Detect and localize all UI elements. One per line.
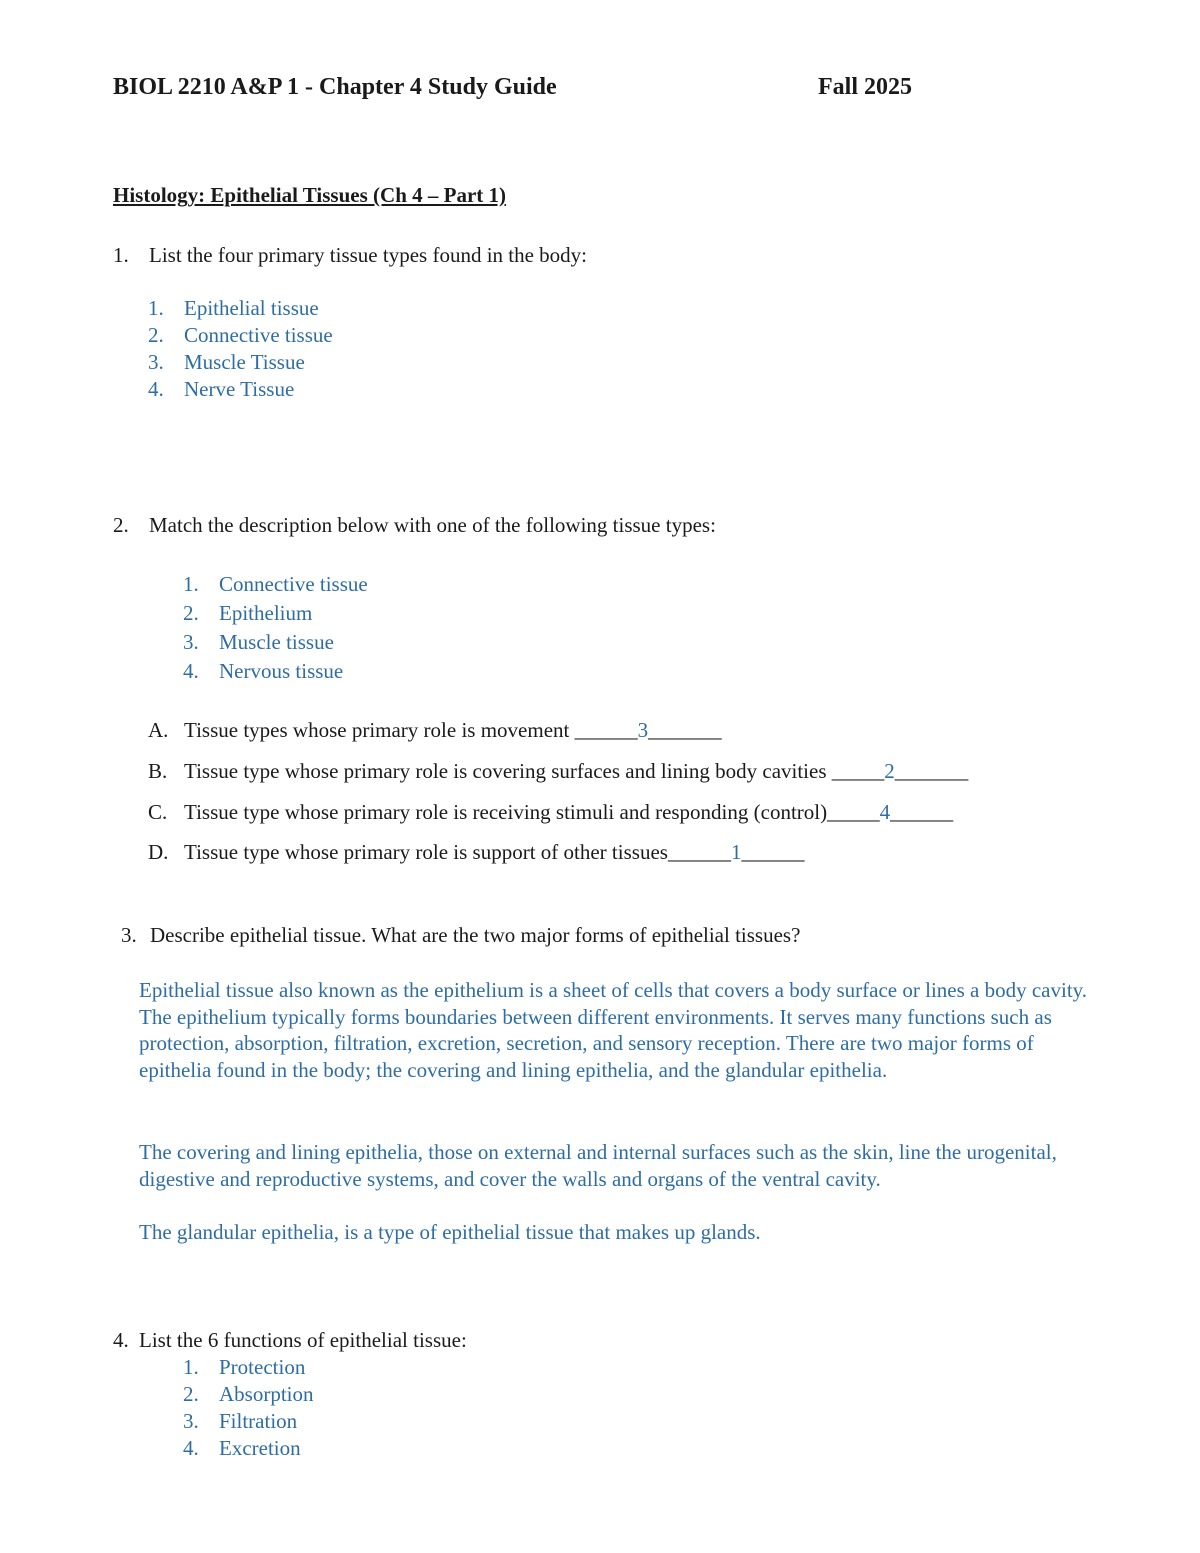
function-item [183, 1355, 305, 1380]
function-number: 3. [183, 1409, 199, 1433]
option-item [183, 630, 334, 655]
question-number: 3. [121, 923, 137, 947]
function-number: 2. [183, 1382, 199, 1406]
question-4 [113, 1328, 467, 1353]
answer-blank: ______ [890, 800, 954, 824]
question-text: List the four primary tissue types found in the body: [149, 243, 588, 267]
question-1 [113, 243, 587, 268]
option-text: Nervous tissue [219, 659, 344, 683]
answer-paragraph-1: Epithelial tissue also known as the epithelium is a sheet of cells that covers a body surface or lines a body cavity. The epithelium typically forms boundaries between different environments. It serves many functions such as protection, absorption, filtration, excretion, secretion, and sensory reception. There are two major forms of epithelia found in the body; the covering and lining epithelia, and the glandular epithelia. [139, 978, 1088, 1082]
answer-blank: ______ [667, 840, 731, 864]
item-text: Tissue types whose primary role is movement [184, 718, 575, 742]
answer-paragraph-3: The glandular epithelia, is a type of epithelial tissue that makes up glands. [139, 1220, 761, 1244]
match-item-d [148, 840, 804, 865]
match-answer: 1 [730, 840, 742, 864]
question-text: Describe epithelial tissue. What are the two major forms of epithelial tissues? [150, 923, 801, 947]
answer-paragraph-2: The covering and lining epithelia, those on external and internal surfaces such as the skin, line the urogenital, digestive and reproductive systems, and cover the walls and organs of the ventral cavity. [139, 1140, 1057, 1191]
answer-text: Nerve Tissue [184, 377, 295, 401]
question-number: 1. [113, 243, 129, 267]
match-answer: 3 [637, 718, 649, 742]
item-letter: C. [148, 800, 168, 824]
answer-number: 2. [148, 323, 164, 347]
answer-number: 4. [148, 377, 164, 401]
option-number: 4. [183, 659, 199, 683]
answer-blank: _____ [831, 759, 885, 783]
question-text: List the 6 functions of epithelial tissue: [139, 1328, 467, 1352]
function-number: 4. [183, 1436, 199, 1460]
function-item [183, 1409, 297, 1434]
function-text: Filtration [219, 1409, 298, 1433]
item-text: Tissue type whose primary role is covering surfaces and lining body cavities [184, 759, 832, 783]
answer-item [148, 350, 305, 375]
answer-blank: _____ [827, 800, 880, 824]
match-item-c [148, 800, 953, 825]
answer-text: Epithelial tissue [184, 296, 319, 320]
question-number: 2. [113, 513, 129, 537]
answer-item [148, 296, 319, 321]
section-title: Histology: Epithelial Tissues (Ch 4 – Part 1) [113, 183, 507, 207]
function-text: Excretion [219, 1436, 301, 1460]
item-text: Tissue type whose primary role is support of other tissues [184, 840, 668, 864]
term-label: Fall 2025 [818, 74, 912, 100]
answer-blank: _______ [894, 759, 969, 783]
option-item [183, 601, 312, 626]
match-answer: 4 [879, 800, 891, 824]
option-number: 3. [183, 630, 199, 654]
option-text: Muscle tissue [219, 630, 334, 654]
question-2 [113, 513, 716, 538]
match-item-b [148, 759, 968, 784]
answer-text: Muscle Tissue [184, 350, 305, 374]
option-item [183, 659, 343, 684]
item-text: Tissue type whose primary role is receiving stimuli and responding (control) [184, 800, 828, 824]
question-text: Match the description below with one of the following tissue types: [149, 513, 716, 537]
item-letter: B. [148, 759, 168, 783]
answer-item [148, 323, 333, 348]
option-text: Connective tissue [219, 572, 368, 596]
function-text: Protection [219, 1355, 306, 1379]
item-letter: A. [148, 718, 169, 742]
answer-text: Connective tissue [184, 323, 333, 347]
function-number: 1. [183, 1355, 199, 1379]
answer-blank: ______ [741, 840, 805, 864]
option-number: 2. [183, 601, 199, 625]
answer-number: 1. [148, 296, 164, 320]
question-number: 4. [113, 1328, 129, 1352]
answer-blank: ______ [574, 718, 638, 742]
option-item [183, 572, 368, 597]
function-item [183, 1436, 301, 1461]
item-letter: D. [148, 840, 169, 864]
option-number: 1. [183, 572, 199, 596]
answer-blank: _______ [648, 718, 722, 742]
document-title: BIOL 2210 A&P 1 - Chapter 4 Study Guide [113, 74, 557, 100]
match-item-a [148, 718, 722, 743]
option-text: Epithelium [219, 601, 313, 625]
function-item [183, 1382, 314, 1407]
question-3 [121, 923, 800, 948]
match-answer: 2 [884, 759, 895, 783]
answer-number: 3. [148, 350, 164, 374]
answer-item [148, 377, 294, 402]
function-text: Absorption [219, 1382, 314, 1406]
